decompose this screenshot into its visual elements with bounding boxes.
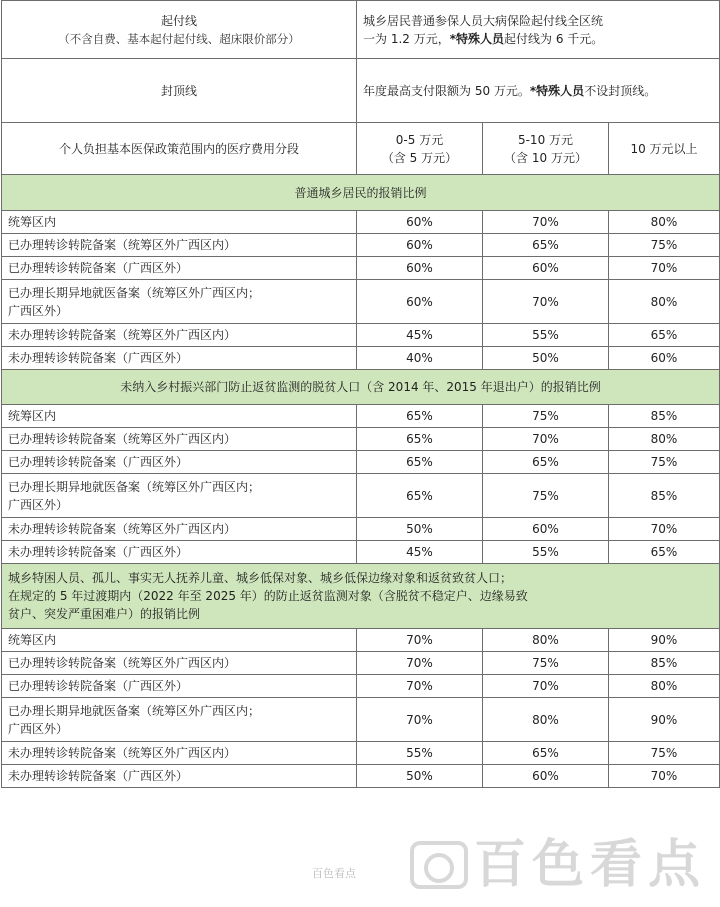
table-row: [2, 518, 720, 541]
row-label-line: 未办理转诊转院备案（广西区外）: [8, 545, 189, 559]
rate-cell: 60%: [357, 234, 483, 257]
row-label-line: 已办理转诊转院备案（广西区外）: [8, 455, 189, 469]
row-label: [2, 541, 357, 564]
table-row: [2, 698, 720, 742]
rate-cell: 55%: [357, 742, 483, 765]
rate-cell: 65%: [357, 474, 483, 518]
section2-title-row: [2, 370, 720, 405]
section-title-line: 普通城乡居民的报销比例: [294, 185, 427, 200]
table-row: [2, 541, 720, 564]
rate-cell: 65%: [609, 324, 720, 347]
rate-cell: 90%: [609, 629, 720, 652]
row-label-line: 未办理转诊转院备案（广西区外）: [8, 351, 189, 365]
row-label-line: 广西区外）: [8, 721, 69, 736]
row-label: [2, 742, 357, 765]
row-label: [2, 474, 357, 518]
rate-cell: 70%: [357, 652, 483, 675]
table-row: [2, 629, 720, 652]
rate-cell: 60%: [609, 347, 720, 370]
section-title: [2, 370, 720, 405]
rate-cell: 70%: [357, 629, 483, 652]
table-row: [2, 765, 720, 788]
watermark-text: 百色看点: [473, 835, 706, 895]
rate-cell: 70%: [483, 280, 609, 324]
rate-cell: 65%: [483, 742, 609, 765]
rate-cell: 70%: [483, 675, 609, 698]
tier-1-range: 0-5 万元: [395, 132, 444, 147]
rate-cell: 65%: [357, 405, 483, 428]
tier-1: [357, 123, 483, 175]
row-label-line: 广西区外）: [8, 497, 69, 512]
rate-cell: 50%: [357, 765, 483, 788]
rate-cell: 60%: [483, 257, 609, 280]
rate-cell: 75%: [609, 742, 720, 765]
rate-cell: 80%: [483, 698, 609, 742]
row-label-line: 已办理长期异地就医备案（统筹区外广西区内；: [8, 703, 261, 718]
cap-label: 封顶线: [2, 59, 357, 123]
watermark: [410, 835, 706, 895]
row-label: [2, 428, 357, 451]
row-label-line: 已办理长期异地就医备案（统筹区外广西区内；: [8, 479, 261, 494]
row-label-line: 未办理转诊转院备案（广西区外）: [8, 769, 189, 783]
rate-cell: 50%: [357, 518, 483, 541]
table-row: [2, 405, 720, 428]
rate-cell: 75%: [609, 451, 720, 474]
rate-cell: 85%: [609, 405, 720, 428]
tier-3: [609, 123, 720, 175]
row-label-line: 已办理转诊转院备案（广西区外）: [8, 261, 189, 275]
table-row: [2, 280, 720, 324]
row-label-line: 未办理转诊转院备案（统筹区外广西区内）: [8, 522, 237, 536]
reimbursement-table: [1, 0, 720, 788]
row-label: [2, 211, 357, 234]
row-label-line: 未办理转诊转院备案（统筹区外广西区内）: [8, 328, 237, 342]
tier-2-range: 5-10 万元: [517, 132, 574, 147]
rate-cell: 70%: [609, 518, 720, 541]
start-line-sublabel: （不含自费、基本起付起付线、超床限价部分）: [58, 31, 300, 46]
row-label-line: 统筹区内: [8, 409, 57, 423]
rate-cell: 80%: [609, 675, 720, 698]
table-row: [2, 742, 720, 765]
rate-cell: 65%: [357, 428, 483, 451]
row-label-line: 已办理转诊转院备案（统筹区外广西区内）: [8, 656, 237, 670]
rate-cell: 40%: [357, 347, 483, 370]
start-line-desc-line2: [363, 30, 713, 48]
rate-cell: 85%: [609, 474, 720, 518]
special-personnel-bold: *特殊人员: [449, 31, 504, 46]
row-label-line: 已办理长期异地就医备案（统筹区外广西区内；: [8, 285, 261, 300]
rate-cell: 60%: [357, 280, 483, 324]
row-label: [2, 347, 357, 370]
table-row: [2, 474, 720, 518]
row-label-line: 未办理转诊转院备案（统筹区外广西区内）: [8, 746, 237, 760]
rate-cell: 80%: [609, 280, 720, 324]
rate-cell: 60%: [357, 211, 483, 234]
rate-cell: 65%: [483, 234, 609, 257]
row-label: [2, 698, 357, 742]
start-line-label-cell: [2, 1, 357, 59]
rate-cell: 80%: [483, 629, 609, 652]
table-row: [2, 428, 720, 451]
section3-title-row: [2, 564, 720, 629]
row-label: [2, 765, 357, 788]
rate-cell: 70%: [357, 675, 483, 698]
rate-cell: 70%: [609, 257, 720, 280]
row-label: [2, 629, 357, 652]
start-line-amount: 一为 1.2 万元，: [363, 31, 450, 46]
tier-2: [483, 123, 609, 175]
rate-cell: 90%: [609, 698, 720, 742]
rate-cell: 45%: [357, 324, 483, 347]
row-label: [2, 518, 357, 541]
rate-cell: 75%: [609, 234, 720, 257]
section-title: [2, 564, 720, 629]
rate-cell: 70%: [483, 211, 609, 234]
table-row: [2, 675, 720, 698]
rate-cell: 55%: [483, 541, 609, 564]
table-row: [2, 451, 720, 474]
rate-cell: 80%: [609, 428, 720, 451]
row-label-line: 已办理转诊转院备案（广西区外）: [8, 679, 189, 693]
rate-cell: 85%: [609, 652, 720, 675]
table-row: [2, 211, 720, 234]
rate-cell: 50%: [483, 347, 609, 370]
rate-cell: 75%: [483, 474, 609, 518]
special-personnel-bold: *特殊人员: [529, 83, 585, 98]
row-label: [2, 324, 357, 347]
row-label: [2, 234, 357, 257]
rate-cell: 65%: [357, 451, 483, 474]
row-label: [2, 652, 357, 675]
cap-desc: [357, 59, 720, 123]
row-label-line: 统筹区内: [8, 215, 57, 229]
section1-title-row: [2, 175, 720, 211]
start-line-label: 起付线: [160, 13, 197, 28]
rate-cell: 70%: [609, 765, 720, 788]
start-line-desc: [357, 1, 720, 59]
row-label: [2, 257, 357, 280]
rate-cell: 60%: [483, 518, 609, 541]
table-row: [2, 347, 720, 370]
section-title: [2, 175, 720, 211]
section-title-line: 未纳入乡村振兴部门防止返贫监测的脱贫人口（含 2014 年、2015 年退出户）的报销比例: [120, 380, 601, 394]
row-label-line: 已办理转诊转院备案（统筹区外广西区内）: [8, 432, 237, 446]
table-row: [2, 652, 720, 675]
watermark-small-text: 百色看点: [312, 867, 356, 880]
table-row: [2, 234, 720, 257]
row-label: [2, 405, 357, 428]
section-title-line: 城乡特困人员、孤儿、事实无人抚养儿童、城乡低保对象、城乡低保边缘对象和返贫致贫人口；: [8, 571, 513, 585]
row-label-line: 广西区外）: [8, 303, 69, 318]
rate-cell: 45%: [357, 541, 483, 564]
rate-cell: 60%: [483, 765, 609, 788]
watermark-logo-icon: [410, 841, 468, 889]
rate-cell: 65%: [609, 541, 720, 564]
rate-cell: 80%: [609, 211, 720, 234]
tier-label: 个人负担基本医保政策范围内的医疗费用分段: [2, 123, 357, 175]
section-title-line: 贫户、突发严重困难户）的报销比例: [8, 607, 201, 621]
rate-cell: 60%: [357, 257, 483, 280]
row-label-line: 统筹区内: [8, 633, 57, 647]
section-title-line: 在规定的 5 年过渡期内（2022 年至 2025 年）的防止返贫监测对象（含脱贫不稳定户、边缘易致: [8, 589, 528, 603]
row-label: [2, 675, 357, 698]
tier-3-range: 10 万元以上: [630, 141, 698, 156]
rate-cell: 75%: [483, 405, 609, 428]
start-line-special: 起付线为 6 千元。: [504, 31, 604, 46]
cap-desc-amount: 年度最高支付限额为 50 万元。: [363, 83, 530, 98]
table-row: [2, 324, 720, 347]
rate-cell: 75%: [483, 652, 609, 675]
row-label: [2, 280, 357, 324]
row-label-line: 已办理转诊转院备案（统筹区外广西区内）: [8, 238, 237, 252]
table-row: [2, 257, 720, 280]
rate-cell: 70%: [483, 428, 609, 451]
tier-2-note: （含 10 万元）: [504, 150, 587, 165]
start-line-desc-line1: 城乡居民普通参保人员大病保险起付线全区统: [363, 13, 604, 28]
rate-cell: 55%: [483, 324, 609, 347]
cap-desc-special: 不设封顶线。: [584, 83, 657, 98]
tier-1-note: （含 5 万元）: [381, 150, 458, 165]
rate-cell: 70%: [357, 698, 483, 742]
row-label: [2, 451, 357, 474]
rate-cell: 65%: [483, 451, 609, 474]
